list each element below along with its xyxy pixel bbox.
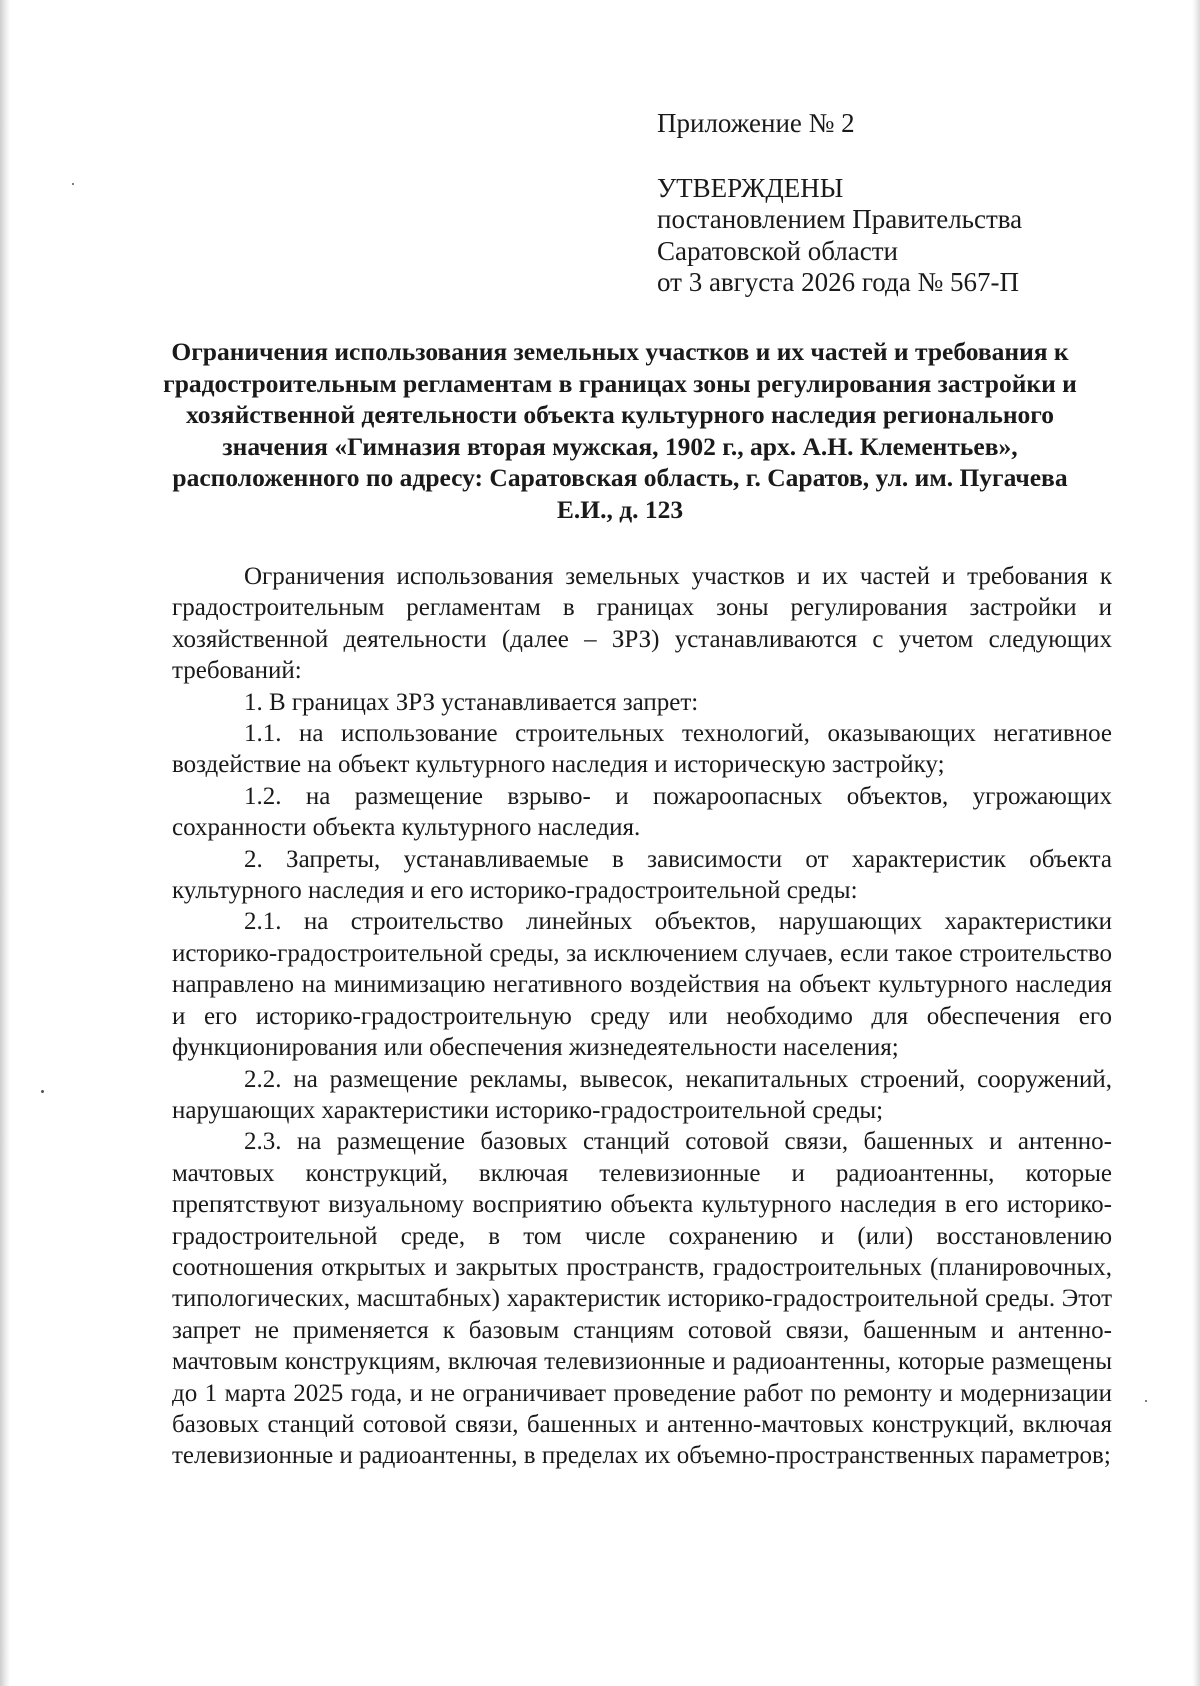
scan-edge-right — [1192, 0, 1200, 1686]
document-body — [172, 561, 1112, 1472]
approval-line-2: Саратовской области — [657, 235, 898, 266]
scan-speck — [41, 1090, 44, 1093]
clause-2-3: 2.3. на размещение базовых станций сотовой связи, башенных и антенно-мачтовых конструкций, включая телевизионные и радиоантенны, которые препятствуют визуальному восприятию объекта культурного наследия в его историко-градостроительной среде, в том числе сохранению и (или) восстановлению соотношения открытых и закрытых пространств, градостроительных (планировочных, типологических, масштабных) характеристик историко-градостроительной среды. Этот запрет не применяется к базовым станциям сотовой связи, башенным и антенно-мачтовым конструкциям, включая телевизионные и радиоантенны, которые размещены до 1 марта 2025 года, и не ограничивает проведение работ по ремонту и модернизации базовых станций сотовой связи, башенных и антенно-мачтовых конструкций, включая телевизионные и радиоантенны, в пределах их объемно-пространственных параметров; — [172, 1128, 1112, 1470]
approval-block — [657, 108, 1137, 299]
document-title: Ограничения использования земельных участков и их частей и требования к градостроительным регламентам в границах зоны регулирования застройки и хозяйственной деятельности объекта культурного наследия регионального значения «Гимназия вторая мужская, 1902 г., арх. А.Н. Клементьев», расположенного по адресу: Саратовская область, г. Саратов, ул. им. Пугачева Е.И., д. 123 — [163, 337, 1077, 524]
clause-2-1: 2.1. на строительство линейных объектов, нарушающих характеристики историко-градостроительной среды, за исключением случаев, если такое строительство направлено на минимизацию негативного воздействия на объект культурного наследия и его историко-градостроительную среду или необходимо для обеспечения его функционирования или обеспечения жизнедеятельности населения; — [172, 908, 1112, 1062]
scan-speck — [72, 183, 74, 185]
scan-speck — [1145, 1400, 1147, 1402]
clause-2: 2. Запреты, устанавливаемые в зависимости от характеристик объекта культурного наследия и его историко-градостроительной среды: — [172, 845, 1112, 905]
approval-line-3: от 3 августа 2026 года № 567-П — [657, 267, 1019, 297]
approval-line-1: постановлением Правительства — [657, 204, 1023, 234]
clause-2-2: 2.2. на размещение рекламы, вывесок, некапитальных строений, сооружений, нарушающих характеристики историко-градостроительной среды; — [172, 1065, 1112, 1124]
clause-1-2: 1.2. на размещение взрыво- и пожароопасных объектов, угрожающих сохранности объекта культурного наследия. — [172, 782, 1112, 842]
clause-1-1: 1.1. на использование строительных технологий, оказывающих негативное воздействие на объект культурного наследия и историческую застройку; — [172, 720, 1112, 779]
scan-edge-left — [0, 0, 10, 1686]
clause-1: 1. В границах ЗРЗ устанавливается запрет: — [244, 688, 699, 716]
annex-number: Приложение № 2 — [657, 108, 855, 138]
approved-heading: УТВЕРЖДЕНЫ — [657, 172, 844, 203]
intro-paragraph: Ограничения использования земельных участков и их частей и требования к градостроительным регламентам в границах зоны регулирования застройки и хозяйственной деятельности (далее – ЗРЗ) устанавливаются с учетом следующих требований: — [172, 563, 1112, 685]
